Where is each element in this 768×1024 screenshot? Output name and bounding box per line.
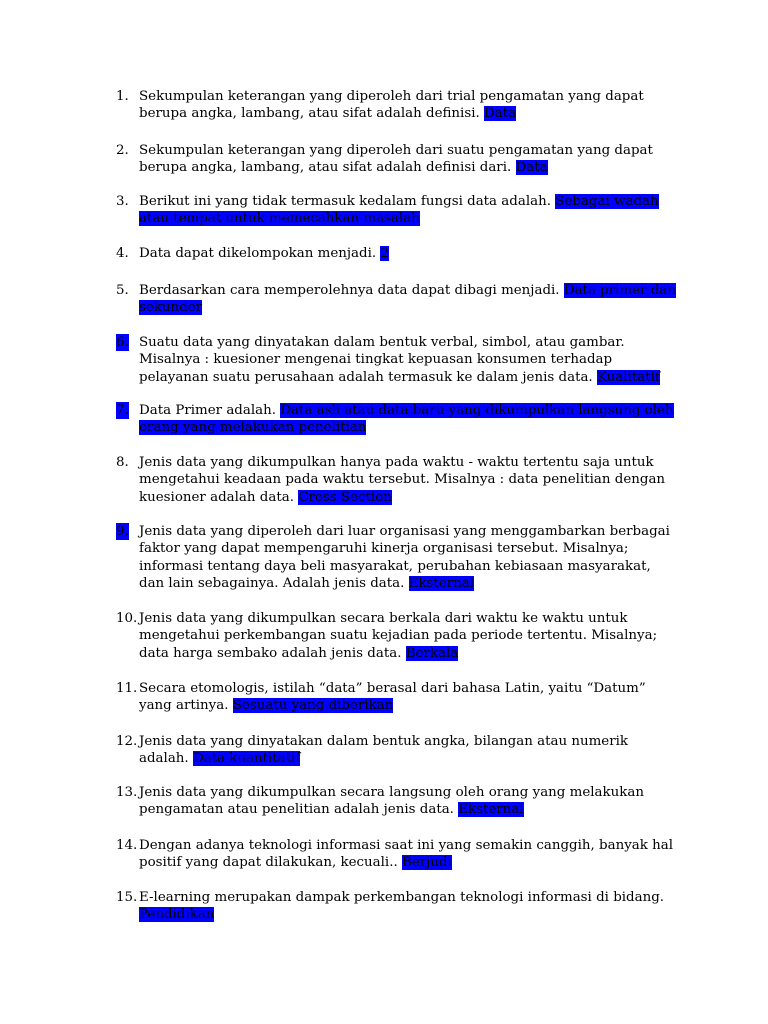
question-item bbox=[116, 402, 676, 437]
question-number: 8. bbox=[116, 455, 129, 470]
question-item bbox=[116, 837, 676, 872]
answer-highlight: Data kuantitatif bbox=[192, 751, 301, 767]
question-text: E-learning merupakan dampak perkembangan teknologi informasi di bidang. bbox=[139, 890, 665, 905]
question-text: Jenis data yang dinyatakan dalam bentuk angka, bilangan atau numerik adalah. bbox=[139, 734, 629, 767]
question-number: 9. bbox=[116, 524, 129, 539]
answer-highlight: Sebagai wadah atau tempat untuk memecahkan masalah bbox=[139, 194, 659, 227]
answer-highlight: Berjudi bbox=[402, 855, 452, 871]
question-number: 5. bbox=[116, 283, 129, 298]
question-number: 13. bbox=[116, 785, 138, 800]
question-number: 15. bbox=[116, 890, 138, 905]
answer-highlight: Data bbox=[484, 106, 517, 122]
question-number: 12. bbox=[116, 734, 138, 749]
question-item bbox=[116, 889, 676, 924]
question-number: 10. bbox=[116, 611, 138, 626]
question-item bbox=[116, 680, 676, 715]
answer-highlight: Sesuatu yang diberikan bbox=[232, 698, 394, 714]
question-text: Suatu data yang dinyatakan dalam bentuk verbal, simbol, atau gambar. Misalnya : kuesioner mengenai tingkat kepuasan konsumen terhadap pelayanan suatu perusahaan adalah termasuk ke dalam jenis data. bbox=[139, 335, 625, 385]
question-text: Berdasarkan cara memperolehnya data dapat dibagi menjadi. bbox=[139, 283, 564, 298]
answer-highlight: Data bbox=[515, 160, 548, 176]
answer-highlight: Berkala bbox=[405, 645, 459, 661]
question-item bbox=[116, 282, 676, 317]
question-item bbox=[116, 610, 676, 662]
question-text: Jenis data yang dikumpulkan secara berkala dari waktu ke waktu untuk mengetahui perkembangan suatu kejadian pada periode tertentu. Misalnya; data harga sembako adalah jenis data. bbox=[139, 611, 658, 661]
question-number: 2. bbox=[116, 143, 129, 158]
question-number: 4. bbox=[116, 246, 129, 261]
answer-highlight: Data primer dan sekunder bbox=[139, 283, 676, 316]
question-item bbox=[116, 784, 676, 819]
question-number: 14. bbox=[116, 838, 138, 853]
question-text: Jenis data yang dikumpulkan hanya pada waktu - waktu tertentu saja untuk mengetahui keadaan pada waktu tersebut. Misalnya : data penelitian dengan kuesioner adalah data. bbox=[139, 455, 666, 505]
question-item bbox=[116, 334, 676, 386]
answer-highlight: Eksternal bbox=[408, 576, 475, 592]
question-text: Jenis data yang dikumpulkan secara langsung oleh orang yang melakukan pengamatan atau penelitian adalah jenis data. bbox=[139, 785, 644, 818]
question-number: 11. bbox=[116, 681, 138, 696]
question-text: Berikut ini yang tidak termasuk kedalam fungsi data adalah. bbox=[139, 194, 556, 209]
answer-highlight: Pendidikan bbox=[139, 907, 215, 923]
answer-highlight: 2 bbox=[380, 246, 389, 261]
question-item bbox=[116, 523, 676, 593]
answer-highlight: Cross Section bbox=[298, 489, 392, 505]
question-item bbox=[116, 193, 676, 228]
question-item bbox=[116, 454, 676, 506]
question-text: Secara etomologis, istilah “data” berasal dari bahasa Latin, yaitu “Datum” yang artinya. bbox=[139, 681, 646, 714]
question-item bbox=[116, 245, 676, 262]
answer-highlight: Eksternal bbox=[458, 802, 524, 818]
question-number: 1. bbox=[116, 89, 129, 104]
question-number: 3. bbox=[116, 194, 129, 209]
question-item bbox=[116, 88, 676, 123]
question-text: Dengan adanya teknologi informasi saat ini yang semakin canggih, banyak hal positif yang dapat dilakukan, kecuali.. bbox=[139, 838, 674, 871]
question-text: Jenis data yang diperoleh dari luar organisasi yang menggambarkan berbagai faktor yang dapat mempengaruhi kinerja organisasi tersebut. Misalnya; informasi tentang daya beli masyarakat, perubahan kebiasaan masyarakat, dan lain sebagainya. Adalah jenis data. bbox=[139, 524, 670, 592]
answer-highlight: Kualitatif bbox=[596, 369, 660, 385]
question-number: 6. bbox=[116, 335, 129, 350]
question-text: Sekumpulan keterangan yang diperoleh dari trial pengamatan yang dapat berupa angka, lambang, atau sifat adalah definisi. bbox=[139, 89, 644, 122]
question-number: 7. bbox=[116, 403, 129, 418]
question-text: Sekumpulan keterangan yang diperoleh dari suatu pengamatan yang dapat berupa angka, lambang, atau sifat adalah definisi dari. bbox=[139, 143, 653, 176]
question-text: Data Primer adalah. bbox=[139, 403, 281, 418]
question-text: Data dapat dikelompokan menjadi. bbox=[139, 246, 381, 261]
question-item bbox=[116, 733, 676, 768]
question-item bbox=[116, 142, 676, 177]
answer-highlight: Data asli atau data baru yang dikumpulkan langsung oleh orang yang melakukan penelitian bbox=[139, 403, 674, 436]
